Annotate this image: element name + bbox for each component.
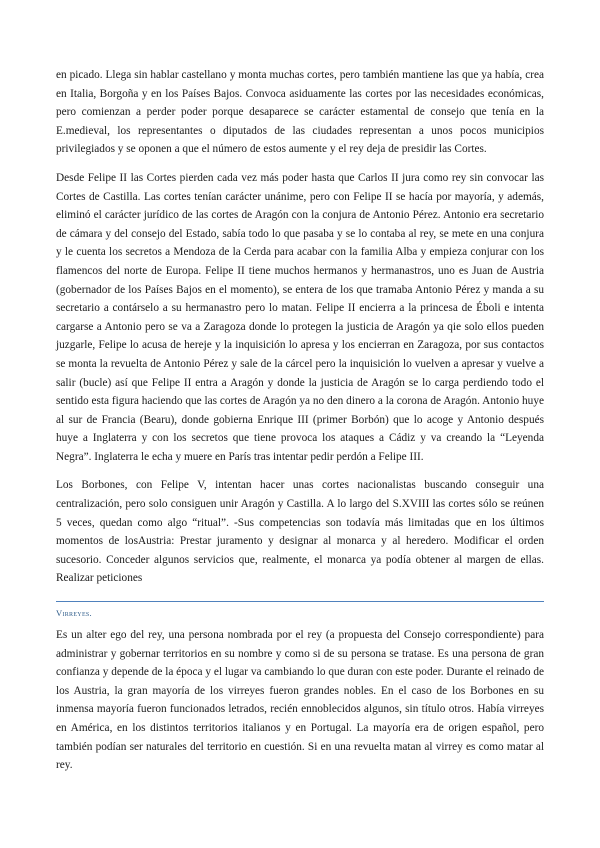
section-divider [56,601,544,602]
paragraph-virreyes: Es un alter ego del rey, una persona nombrada por el rey (a propuesta del Consejo correspondiente) para administrar y gobernar territorios en su nombre y como si de su persona se tratase. Es una persona de gran confianza y depende de la época y el lugar va cambiando lo que duran con este poder. Durante el reinado de los Austria, la gran mayoría de los virreyes fueron grandes nobles. En el caso de los Borbones en su inmensa mayoría fueron funcionados letrados, recién ennoblecidos algunos, sin título otros. Había virreyes en América, en los distintos territorios italianos y en Portugal. La mayoría era de origen español, pero también podían ser naturales del territorio en cuestión. Si en una revuelta matan al virrey es como matar al rey. [56,629,544,772]
document-page [56,66,544,775]
paragraph-cortes-carlos: en picado. Llega sin hablar castellano y monta muchas cortes, pero también mantiene las que ya había, crea en Italia, Borgoña y en los Países Bajos. Convoca asiduamente las cortes por las necesidades económicas, pero comienzan a perder poder porque desaparece se carácter estamental de consejo que tenía en la E.medieval, los representantes o diputados de las ciudades representan a unos pocos municipios privilegiados y se oponen a que el número de estos aumente y el rey deja de presidir las Cortes. [56,69,544,156]
paragraph-felipe-ii: Desde Felipe II las Cortes pierden cada vez más poder hasta que Carlos II jura como rey sin convocar las Cortes de Castilla. Las cortes tenían carácter unánime, pero con Felipe II se hacía por mayoría, y además, eliminó el carácter jurídico de las cortes de Aragón con la conjura de Antonio Pérez. Antonio era secretario de cámara y del consejo del Estado, sabía todo lo que pasaba y se lo contaba al rey, se mete en una conjura y le cuenta los secretos a Mendoza de la Cerda para acabar con la familia Alba y empieza conjurar con los flamencos del norte de Europa. Felipe II tiene muchos hermanos y hermanastros, uno es Juan de Austria (gobernador de los Países Bajos en el momento), se entera de los que tramaba Antonio Pérez y manda a su secretario a contárselo a su hermanastro pero lo matan. Felipe II encierra a la princesa de Éboli e intenta cargarse a Antonio pero se va a Zaragoza donde lo protegen la justicia de Aragón ya qie solo ellos pueden juzgarle, Felipe lo acusa de hereje y la inquisición lo apresa y los encierran en Zaragoza, por sus contactos se monta la revuelta de Antonio Pérez y sale de la cárcel pero la inquisición lo vuelven a apresar y vuelve a salir (bucle) así que Felipe II entra a Aragón y donde la justicia de Aragón se lo carga perdiendo todo el sentido esta figura haciendo que las cortes de Aragón ya no den dinero a la corona de Aragón. Antonio huye al sur de Francia (Bearu), donde gobierna Enrique III (primer Borbón) que lo acoge y Antonio después huye a Inglaterra y con los secretos que tiene provoca los ataques a Cádiz y va creando la “Leyenda Negra”. Inglaterra le echa y muere en París tras intentar pedir perdón a Felipe III. [56,171,544,463]
section-virreyes [56,601,544,775]
section-heading: Virreyes. [56,608,92,619]
paragraph-borbones: Los Borbones, con Felipe V, intentan hacer unas cortes nacionalistas buscando conseguir una centralización, pero solo consiguen unir Aragón y Castilla. A lo largo del S.XVIII las cortes sólo se reúnen 5 veces, quedan como algo “ritual”. -Sus competencias son todavía más limitadas que en los últimos momentos de losAustria: Prestar juramento y designar al monarca y al heredero. Modificar el orden sucesorio. Conceder algunos servicios que, realmente, el monarca ya podía obtener al margen de ellas. Realizar peticiones [56,479,544,585]
